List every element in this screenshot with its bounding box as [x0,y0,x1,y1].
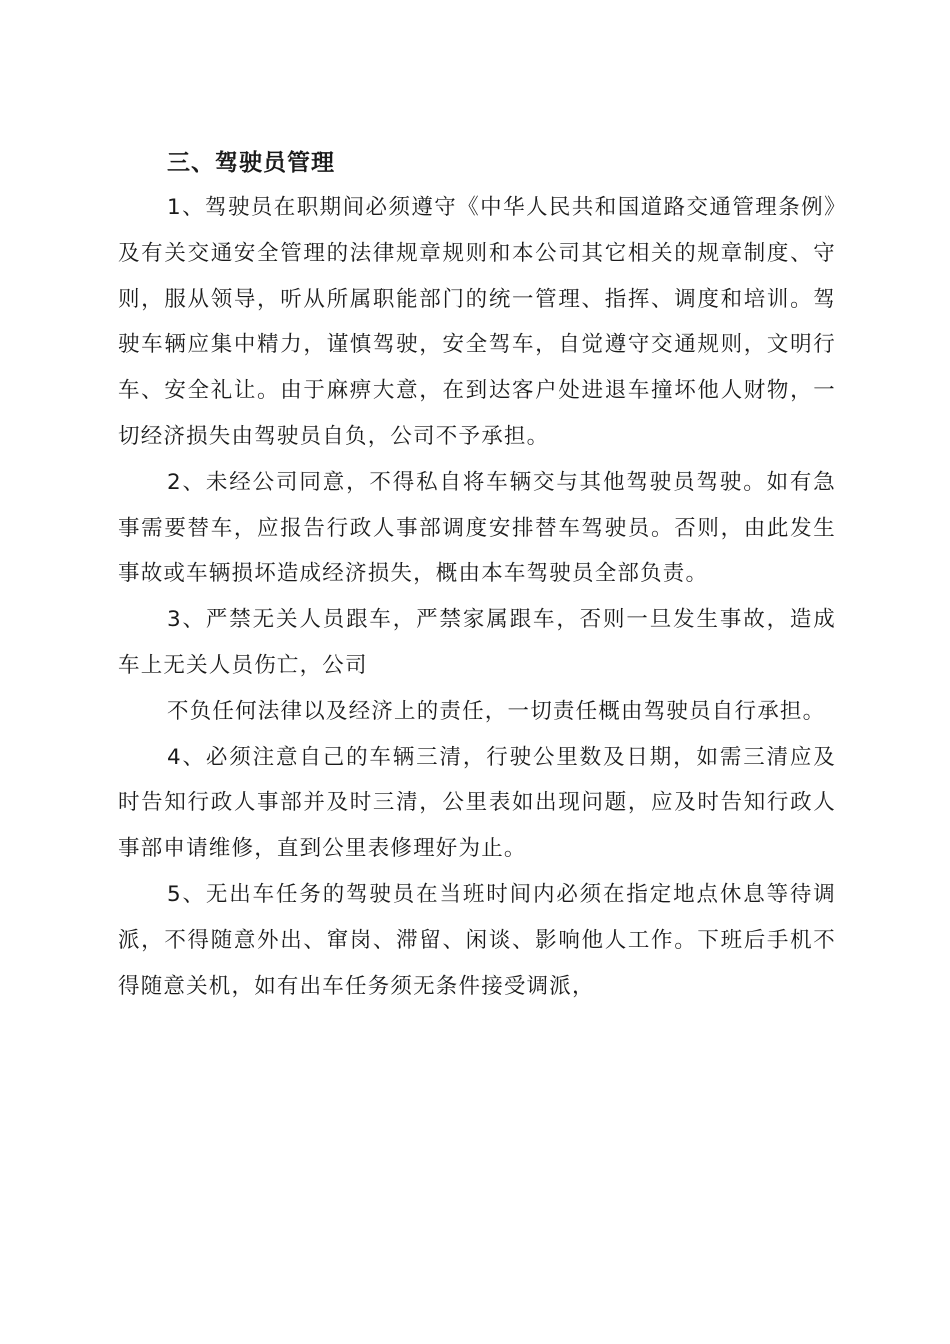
paragraph-3-continued: 不负任何法律以及经济上的责任，一切责任概由驾驶员自行承担。 [167,698,826,724]
paragraph-5: 5、无出车任务的驾驶员在当班时间内必须在指定地点休息等待调派，不得随意外出、窜岗、滞留、闲谈、影响他人工作。下班后手机不得随意关机，如有出车任务须无条件接受调派， [118,881,836,999]
paragraph-4: 4、必须注意自己的车辆三清，行驶公里数及日期，如需三清应及时告知行政人事部并及时三清，公里表如出现问题，应及时告知行政人事部申请维修，直到公里表修理好为止。 [118,744,836,862]
document-body [118,141,836,1009]
paragraph-1: 1、驾驶员在职期间必须遵守《中华人民共和国道路交通管理条例》及有关交通安全管理的法律规章规则和本公司其它相关的规章制度、守则，服从领导，听从所属职能部门的统一管理、指挥、调度和培训。驾驶车辆应集中精力，谨慎驾驶，安全驾车，自觉遵守交通规则，文明行车、安全礼让。由于麻痹大意，在到达客户处进退车撞坏他人财物，一切经济损失由驾驶员自负，公司不予承担。 [118,195,836,449]
paragraph-3: 3、严禁无关人员跟车，严禁家属跟车，否则一旦发生事故，造成车上无关人员伤亡，公司 [118,607,836,678]
paragraph-2: 2、未经公司同意，不得私自将车辆交与其他驾驶员驾驶。如有急事需要替车，应报告行政人事部调度安排替车驾驶员。否则，由此发生事故或车辆损坏造成经济损失，概由本车驾驶员全部负责。 [118,469,836,587]
section-heading: 三、驾驶员管理 [167,150,335,176]
